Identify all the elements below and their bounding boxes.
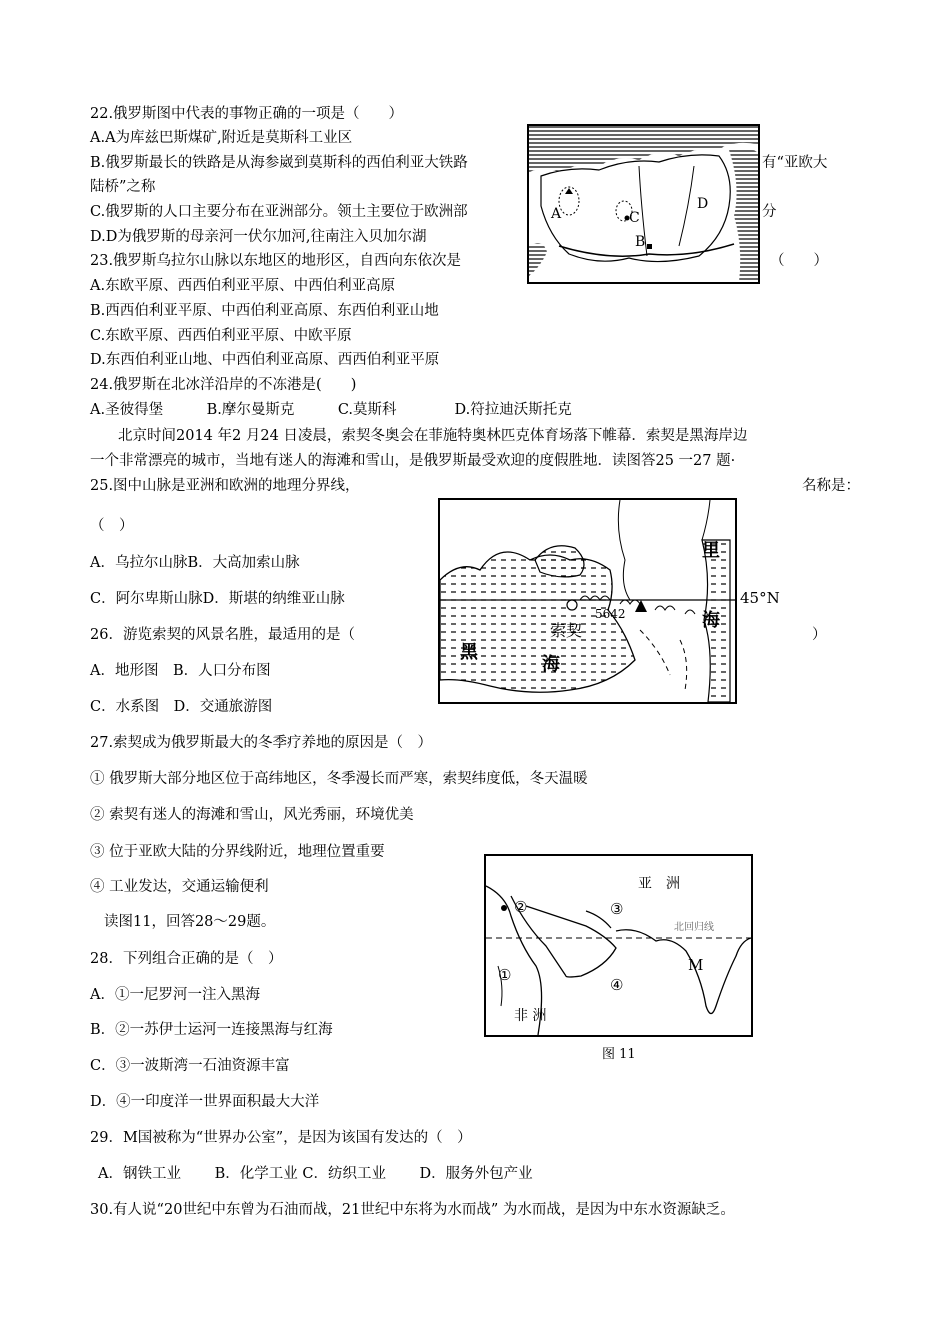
q25-stem: 25.图中山脉是亚洲和欧洲的地理分界线， <box>90 478 360 494</box>
q27-statement-1: ① 俄罗斯大部分地区位于高纬地区，冬季漫长而严寒，索契纬度低，冬天温暖 <box>90 771 588 787</box>
map2-caspian-hai: 海 <box>702 610 720 631</box>
q28-option-c: C．③一波斯湾一石油资源丰富 <box>90 1058 290 1074</box>
map3-africa: 非 洲 <box>514 1008 547 1024</box>
q27-stem: 27.索契成为俄罗斯最大的冬季疗养地的原因是（ ） <box>90 735 433 751</box>
q25-options-cd: C．阿尔卑斯山脉D．斯堪的纳维亚山脉 <box>90 591 345 607</box>
figure-11-caption: 图 11 <box>602 1047 636 1062</box>
q28-option-b: B．②一苏伊士运河一连接黑海与红海 <box>90 1022 333 1038</box>
map2-sea: 海 <box>542 654 560 675</box>
q22-option-d: D.D为俄罗斯的母亲河一伏尔加河,往南注入贝加尔湖 <box>90 229 427 245</box>
q25-options-ab: A．乌拉尔山脉B．大高加索山脉 <box>90 555 300 571</box>
map3-m: M <box>688 956 704 974</box>
sochi-map <box>438 498 737 704</box>
q28-option-a: A．①一尼罗河一注入黑海 <box>90 987 260 1003</box>
map1-label-a: A <box>551 206 562 222</box>
q22-option-c-end: 分 <box>762 204 777 220</box>
intro-line-1: 北京时间2014 年2 月24 日凌晨，索契冬奥会在菲施特奥林匹克体育场落下帷幕．索契是黑海岸边 <box>118 428 748 444</box>
q22-option-a: A.A为库兹巴斯煤矿,附近是莫斯科工业区 <box>90 130 353 146</box>
q26-options-cd: C．水系图 D．交通旅游图 <box>90 699 273 715</box>
q26-stem: 26．游览索契的风景名胜，最适用的是（ <box>90 627 355 643</box>
q26-stem-end: ） <box>812 627 827 643</box>
map3-asia: 亚 洲 <box>638 876 680 892</box>
q26-options-ab: A．地形图 B．人口分布图 <box>90 663 271 679</box>
map1-label-c: C <box>629 210 640 226</box>
map3-circle-1: ① <box>498 966 512 984</box>
map1-label-b: B <box>635 234 646 250</box>
q25-paren: （ ） <box>90 518 134 534</box>
q24-options: A.圣彼得堡 B.摩尔曼斯克 C.莫斯科 D.符拉迪沃斯托克 <box>90 402 572 418</box>
q29-stem: 29．M国被称为“世界办公室”，是因为该国有发达的（ ） <box>90 1130 472 1146</box>
q22-option-c: C.俄罗斯的人口主要分布在亚洲部分。领土主要位于欧洲部 <box>90 204 468 220</box>
q23-option-c: C.东欧平原、西西伯利亚平原、中欧平原 <box>90 328 352 344</box>
q23-option-a: A.东欧平原、西西伯利亚平原、中西伯利亚高原 <box>90 278 396 294</box>
q29-options: A．钢铁工业 B．化学工业 C．纺织工业 D．服务外包产业 <box>98 1166 533 1182</box>
q24-stem: 24.俄罗斯在北冰洋沿岸的不冻港是( ) <box>90 377 357 393</box>
map3-circle-2: ② <box>514 898 528 916</box>
q28-stem: 28．下列组合正确的是（ ） <box>90 951 283 967</box>
q27-statement-2: ② 索契有迷人的海滩和雪山，风光秀丽，环境优美 <box>90 807 414 823</box>
q28-option-d: D．④一印度洋一世界面积最大大洋 <box>90 1094 320 1110</box>
map1-label-d: D <box>697 196 709 212</box>
read-figure-11: 读图11，回答28～29题。 <box>104 914 276 930</box>
q23-option-b: B.西西伯利亚平原、中西伯利亚高原、东西伯利亚山地 <box>90 303 439 319</box>
q27-statement-4: ④ 工业发达，交通运输便利 <box>90 879 269 895</box>
q27-statement-3: ③ 位于亚欧大陆的分界线附近，地理位置重要 <box>90 844 385 860</box>
q22-option-b: B.俄罗斯最长的铁路是从海参崴到莫斯科的西伯利亚大铁路 <box>90 155 468 171</box>
map3-tropic: 北回归线 <box>674 922 714 933</box>
map2-peak: 5642 <box>595 607 626 621</box>
q25-stem-end: 名称是： <box>802 478 860 494</box>
q22-option-b-cont: 陆桥”之称 <box>90 179 156 195</box>
q23-stem: 23.俄罗斯乌拉尔山脉以东地区的地形区，自西向东依次是 <box>90 253 462 269</box>
map2-sochi: 索契 <box>550 621 583 640</box>
lat-label: 45°N <box>740 589 780 607</box>
q23-paren: （ ） <box>770 253 828 269</box>
map2-black: 黑 <box>460 642 478 663</box>
russia-map <box>527 124 760 284</box>
map3-circle-4: ④ <box>610 976 624 994</box>
map2-caspian-li: 里 <box>702 540 720 561</box>
intro-line-2: 一个非常漂亮的城市，当地有迷人的海滩和雪山，是俄罗斯最受欢迎的度假胜地．读图答25 一27 题· <box>90 453 736 469</box>
map3-circle-3: ③ <box>610 900 624 918</box>
q30-stem: 30.有人说“20世纪中东曾为石油而战，21世纪中东将为水而战” 为水而战，是因为中东水资源缺乏。 <box>90 1202 735 1218</box>
figure-11-map <box>484 854 753 1037</box>
q22-option-b-end: 有“亚欧大 <box>762 155 828 171</box>
q22-stem: 22.俄罗斯图中代表的事物正确的一项是（ ） <box>90 106 404 122</box>
q23-option-d: D.东西伯利亚山地、中西伯利亚高原、西西伯利亚平原 <box>90 352 440 368</box>
